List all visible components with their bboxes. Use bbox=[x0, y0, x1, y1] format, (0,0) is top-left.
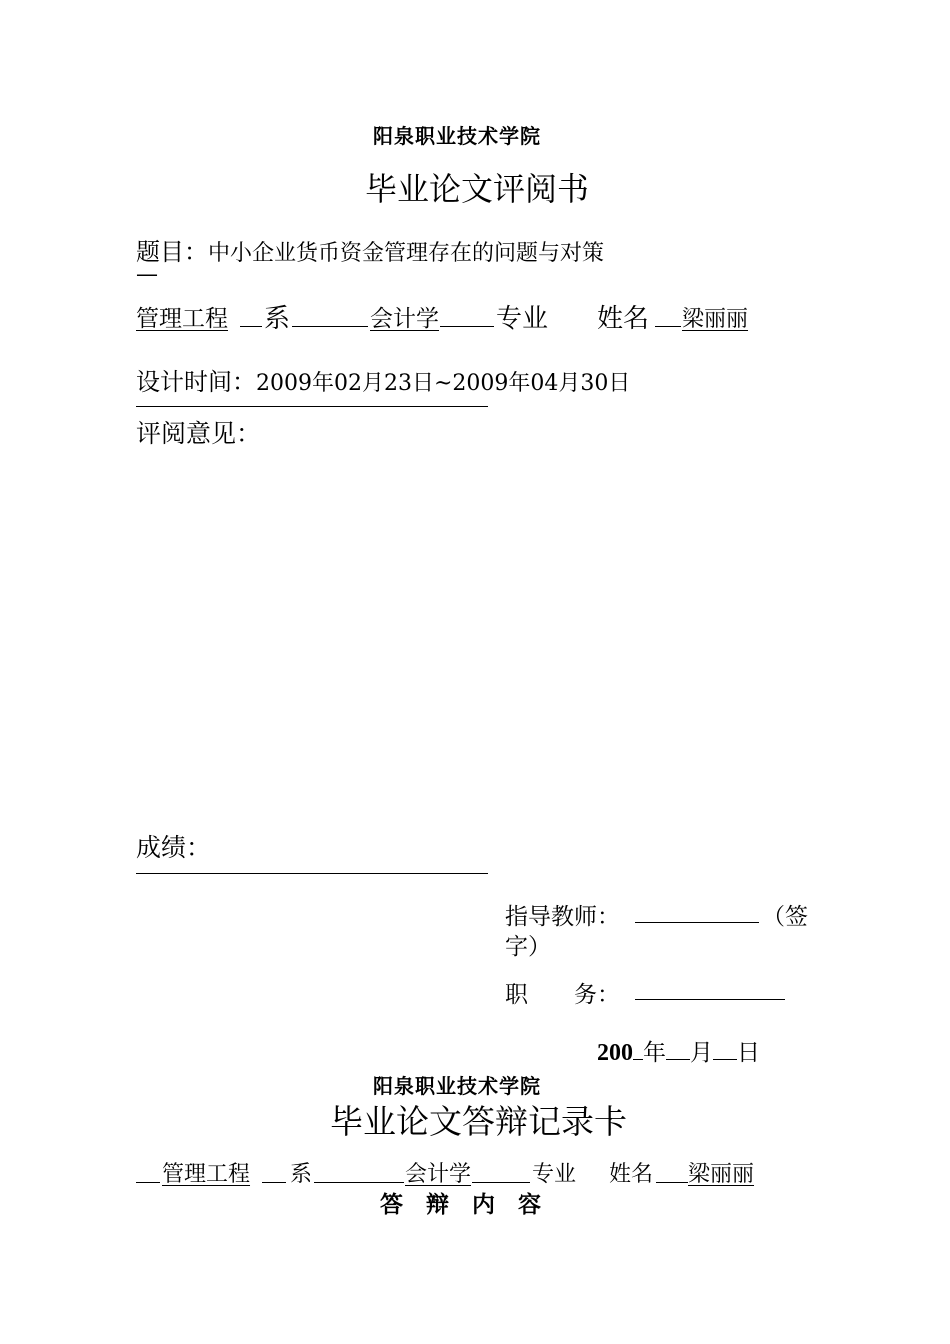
defense-major-line-right bbox=[472, 1182, 530, 1183]
opinion-label: 评阅意见： bbox=[136, 419, 262, 448]
defense-content-heading: 答 辩 内 容 bbox=[380, 1191, 541, 1218]
page-title: 毕业论文评阅书 bbox=[365, 170, 590, 208]
date-month-unit: 月 bbox=[690, 1040, 713, 1066]
dept-fill bbox=[240, 326, 262, 327]
design-time bbox=[136, 362, 630, 397]
major-value: 会计学 bbox=[370, 306, 439, 332]
time-rule bbox=[136, 406, 488, 407]
defense-name-label: 姓名 bbox=[609, 1162, 654, 1187]
advisor-sign-line bbox=[635, 922, 759, 923]
defense-dept-fill bbox=[262, 1182, 286, 1183]
score-label: 成绩： bbox=[136, 833, 212, 862]
sign-close: 字） bbox=[505, 934, 551, 960]
review-date bbox=[597, 1034, 760, 1067]
defense-dept-lead bbox=[136, 1182, 160, 1183]
defense-name-line-left bbox=[656, 1182, 688, 1183]
defense-major-suffix: 专业 bbox=[532, 1162, 577, 1187]
dept-value: 管理工程 bbox=[136, 306, 228, 332]
topic-text: 中小企业货币资金管理存在的问题与对策 bbox=[208, 241, 605, 266]
position-line bbox=[635, 999, 785, 1000]
name-label: 姓名 bbox=[597, 304, 650, 334]
date-day-blank bbox=[713, 1059, 737, 1060]
topic-line bbox=[136, 232, 604, 267]
advisor-label: 指导教师： bbox=[505, 904, 620, 930]
defense-college-name: 阳泉职业技术学院 bbox=[373, 1074, 541, 1098]
date-year-unit: 年 bbox=[643, 1040, 666, 1066]
topic-label: 题目： bbox=[136, 238, 208, 266]
sign-open: （签 bbox=[762, 904, 808, 930]
topic-dash: — bbox=[136, 262, 158, 287]
defense-dept-value: 管理工程 bbox=[162, 1162, 251, 1187]
date-year: 200 bbox=[597, 1040, 633, 1066]
design-time-label: 设计时间： bbox=[136, 368, 256, 396]
student-name: 梁丽丽 bbox=[682, 307, 749, 332]
defense-major-line-left bbox=[314, 1182, 404, 1183]
college-name: 阳泉职业技术学院 bbox=[373, 124, 541, 148]
name-line-left bbox=[655, 326, 681, 327]
defense-student-name: 梁丽丽 bbox=[688, 1162, 755, 1187]
defense-dept-suffix: 系 bbox=[290, 1162, 313, 1187]
date-month-blank bbox=[666, 1059, 690, 1060]
defense-major-value: 会计学 bbox=[405, 1162, 472, 1187]
major-line-left bbox=[292, 326, 368, 327]
major-suffix: 专业 bbox=[496, 304, 549, 334]
date-year-blank bbox=[633, 1059, 643, 1060]
position-label: 职 务： bbox=[505, 982, 620, 1008]
date-day-unit: 日 bbox=[737, 1040, 760, 1066]
design-time-value: 2009年02月23日~2009年04月30日 bbox=[256, 371, 631, 396]
score-rule bbox=[136, 873, 488, 874]
major-line-right bbox=[440, 326, 494, 327]
defense-title: 毕业论文答辩记录卡 bbox=[330, 1102, 627, 1141]
dept-suffix: 系 bbox=[264, 304, 291, 334]
